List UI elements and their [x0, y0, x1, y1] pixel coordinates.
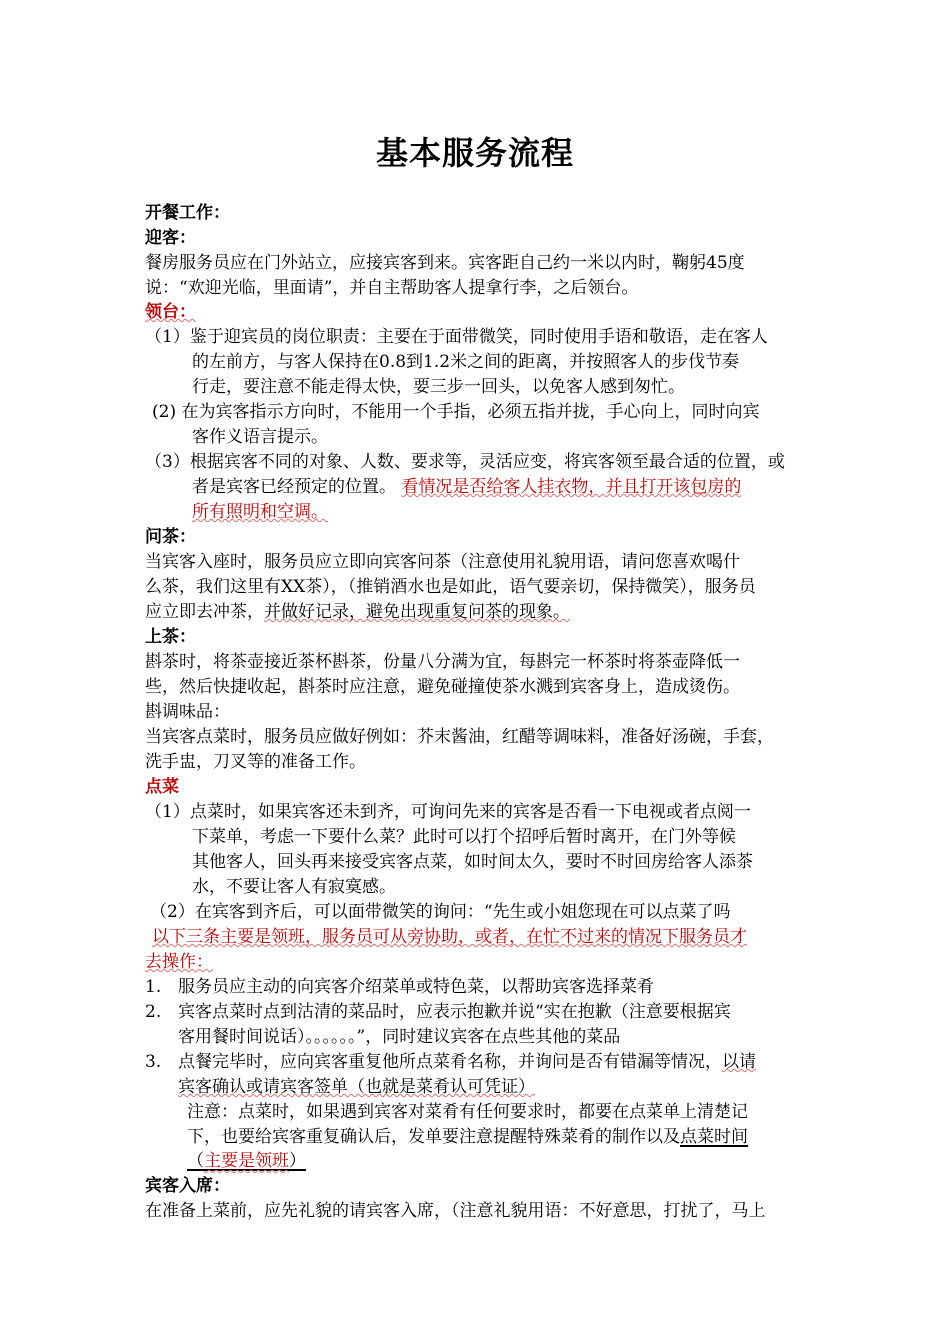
list-number: 1.	[145, 977, 162, 997]
paragraph-line	[192, 475, 741, 499]
annotation-text: 所有照明和空调。	[192, 502, 328, 522]
paragraph-line: 下菜单，考虑一下要什么菜？此时可以打个招呼后暂时离开，在门外等候	[192, 827, 736, 847]
underlined-text: 点菜时间	[680, 1127, 748, 1147]
annotation-text: 主要是领班	[204, 1151, 289, 1171]
paragraph-line: 说：“欢迎光临，里面请”，并自主帮助客人提拿行李，之后领台。	[145, 278, 639, 298]
list-item-text: 点餐完毕时，应向宾客重复他所点菜肴名称，并询问是否有错漏等情况，	[178, 1052, 722, 1072]
subheading-condiments: 斟调味品：	[145, 702, 230, 722]
paragraph-line: 客作义语言提示。	[192, 427, 328, 447]
paragraph-line: （2）在宾客到齐后，可以面带微笑的询问：“先生或小姐您现在可以点菜了吗	[150, 902, 731, 922]
paragraph-line: 行走，要注意不能走得太快，要三步一回头，以免客人感到匆忙。	[192, 377, 685, 397]
section-heading-seating: 领台：	[145, 302, 196, 322]
paragraph-line: 些，然后快捷收起，斟茶时应注意，避免碰撞使茶水溅到宾客身上，造成烫伤。	[145, 677, 740, 697]
paren-close: ）	[289, 1151, 306, 1171]
paragraph-line: （3）根据宾客不同的对象、人数、要求等，灵活应变，将宾客领至最合适的位置，或	[145, 452, 785, 472]
note-line	[187, 1149, 306, 1173]
annotation-text: 看情况是否给客人挂衣物，并且打开该包房的	[401, 477, 742, 497]
section-heading-tea-serve: 上茶：	[145, 627, 196, 647]
section-heading-opening: 开餐工作：	[145, 203, 230, 223]
paragraph-line: 么茶，我们这里有XX茶），（推销酒水也是如此，语气要亲切，保持微笑），服务员	[145, 577, 756, 597]
note-text: 下，也要给宾客重复确认后，发单要注意提醒特殊菜肴的制作以及	[187, 1127, 680, 1147]
list-number: 2.	[145, 1002, 162, 1022]
paragraph-line: 餐房服务员应在门外站立，应接宾客到来。宾客距自己约一米以内时，鞠躬45度	[145, 253, 745, 273]
section-heading-greeting: 迎客：	[145, 228, 196, 248]
paragraph-line: 斟茶时，将茶壶接近茶杯斟茶，份量八分满为宜，每斟完一杯茶时将茶壶降低一	[145, 652, 740, 672]
annotation-text: 去操作：	[145, 952, 213, 972]
section-heading-ordering: 点菜	[145, 777, 179, 797]
note-line	[187, 1125, 748, 1149]
paragraph-line: 当宾客入座时，服务员应立即向宾客问茶（注意使用礼貌用语，请问您喜欢喝什	[145, 552, 740, 572]
paragraph-line: (2) 在为宾客指示方向时，不能用一个手指，必须五指并拢，手心向上，同时向宾	[152, 402, 760, 422]
highlighted-text: 以请	[722, 1052, 756, 1072]
section-heading-seating-guests: 宾客入席：	[145, 1176, 230, 1196]
paragraph-line: 其他客人，回头再来接受宾客点菜，如时间太久，要时不时回房给客人添茶	[192, 852, 753, 872]
list-item: 服务员应主动的向宾客介绍菜单或特色菜，以帮助宾客选择菜肴	[178, 977, 654, 997]
paragraph-line	[145, 600, 570, 624]
paragraph-line: 洗手盅，刀叉等的准备工作。	[145, 752, 366, 772]
paragraph-line: 在准备上菜前，应先礼貌的请宾客入席，（注意礼貌用语：不好意思，打扰了，马上	[145, 1201, 766, 1221]
paren-open: （	[187, 1151, 204, 1171]
paragraph-line: 的左前方，与客人保持在0.8到1.2米之间的距离，并按照客人的步伐节奏	[192, 352, 740, 372]
list-item: 宾客点菜时点到沽清的菜品时，应表示抱歉并说“实在抱歉（注意要根据宾	[178, 1002, 731, 1022]
paragraph-text: 者是宾客已经预定的位置。	[192, 477, 396, 497]
paragraph-text: 应立即去冲茶，	[145, 602, 264, 622]
paragraph-line: 当宾客点菜时，服务员应做好例如：芥末酱油，红醋等调味料，准备好汤碗，手套，	[145, 727, 774, 747]
page-title: 基本服务流程	[375, 134, 574, 172]
paragraph-line: （1）点菜时，如果宾客还未到齐，可询问先来的宾客是否看一下电视或者点阅一	[145, 802, 751, 822]
section-heading-tea-order: 问茶：	[145, 527, 196, 547]
list-item: 客用餐时间说话）。。。。。。”，同时建议宾客在点些其他的菜品	[178, 1027, 621, 1047]
paragraph-line: 水，不要让客人有寂寞感。	[192, 877, 396, 897]
list-number: 3.	[145, 1052, 162, 1072]
paragraph-line: （1）鉴于迎宾员的岗位职责：主要在于面带微笑，同时使用手语和敬语，走在客人	[145, 327, 768, 347]
highlighted-text: 并做好记录，避免出现重复问茶的现象。	[264, 602, 570, 622]
list-item: 宾客确认或请宾客签单（也就是菜肴认可凭证）	[178, 1077, 535, 1097]
list-item	[178, 1050, 756, 1074]
annotation-text: 以下三条主要是领班，服务员可从旁协助，或者，在忙不过来的情况下服务员才	[152, 927, 747, 947]
note-line: 注意：点菜时，如果遇到宾客对菜肴有任何要求时，都要在点菜单上清楚记	[187, 1102, 748, 1122]
